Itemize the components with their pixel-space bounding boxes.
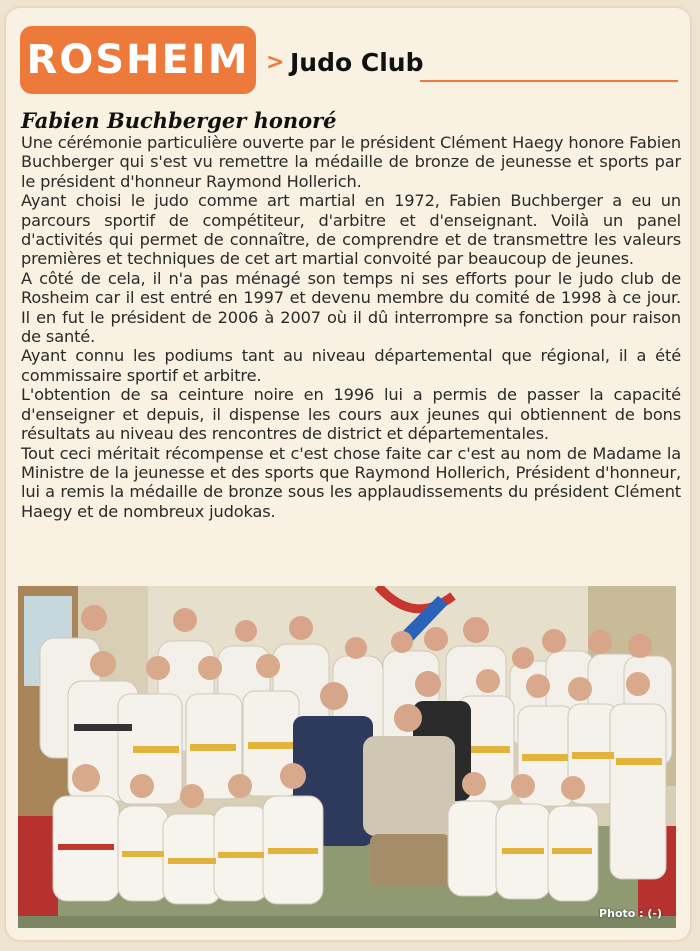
group-photo (18, 586, 676, 928)
article-paragraph: Ayant choisi le judo comme art martial en 1972, Fabien Buchberger a eu un parcours sportif de compétiteur, d'arbitre et d'enseignant. Voilà un panel d'activités qui permet de connaître, de comprendre et de transmettre les valeurs premières et techniques de cet art martial convoité par beaucoup de jeunes. (21, 191, 681, 269)
article-headline: Fabien Buchberger honoré (21, 108, 337, 133)
article-paragraph: Ayant connu les podiums tant au niveau départemental que régional, il a été commissaire sportif et arbitre. (21, 346, 681, 385)
section-title: Judo Club (290, 48, 424, 77)
article-paragraph: Tout ceci méritait récompense et c'est chose faite car c'est au nom de Madame la Ministre de la jeunesse et des sports que Raymond Hollerich, Président d'honneur, lui a remis la médaille de bronze sous les applaudissements du président Clément Haegy et de nombreux judokas. (21, 443, 681, 521)
town-badge: ROSHEIM (20, 26, 256, 94)
article-paragraph: A côté de cela, il n'a pas ménagé son temps ni ses efforts pour le judo club de Rosheim car il est entré en 1997 et devenu membre du comité de 1998 à ce jour. Il en fut le président de 2006 à 2007 où il dû interrompre sa fonction pour raison de santé. (21, 268, 681, 347)
article-header (20, 22, 690, 92)
judo-group-photo-illustration (18, 586, 676, 928)
article-body (21, 133, 681, 521)
article-paragraph: L'obtention de sa ceinture noire en 1996 lui a permis de passer la capacité d'enseigner et depuis, il dispense les cours aux jeunes qui obtiennent de bons résultats au niveau des rencontres de district et départementales. (21, 385, 681, 444)
article-paragraph: Une cérémonie particulière ouverte par le président Clément Haegy honore Fabien Buchberger qui s'est vu remettre la médaille de bronze de jeunesse et sports par le président d'honneur Raymond Hollerich. (21, 133, 681, 191)
article-page (6, 8, 690, 940)
chevron-right-icon: > (266, 50, 285, 75)
header-divider (420, 80, 678, 82)
photo-credit: Photo : (-) (599, 907, 662, 920)
